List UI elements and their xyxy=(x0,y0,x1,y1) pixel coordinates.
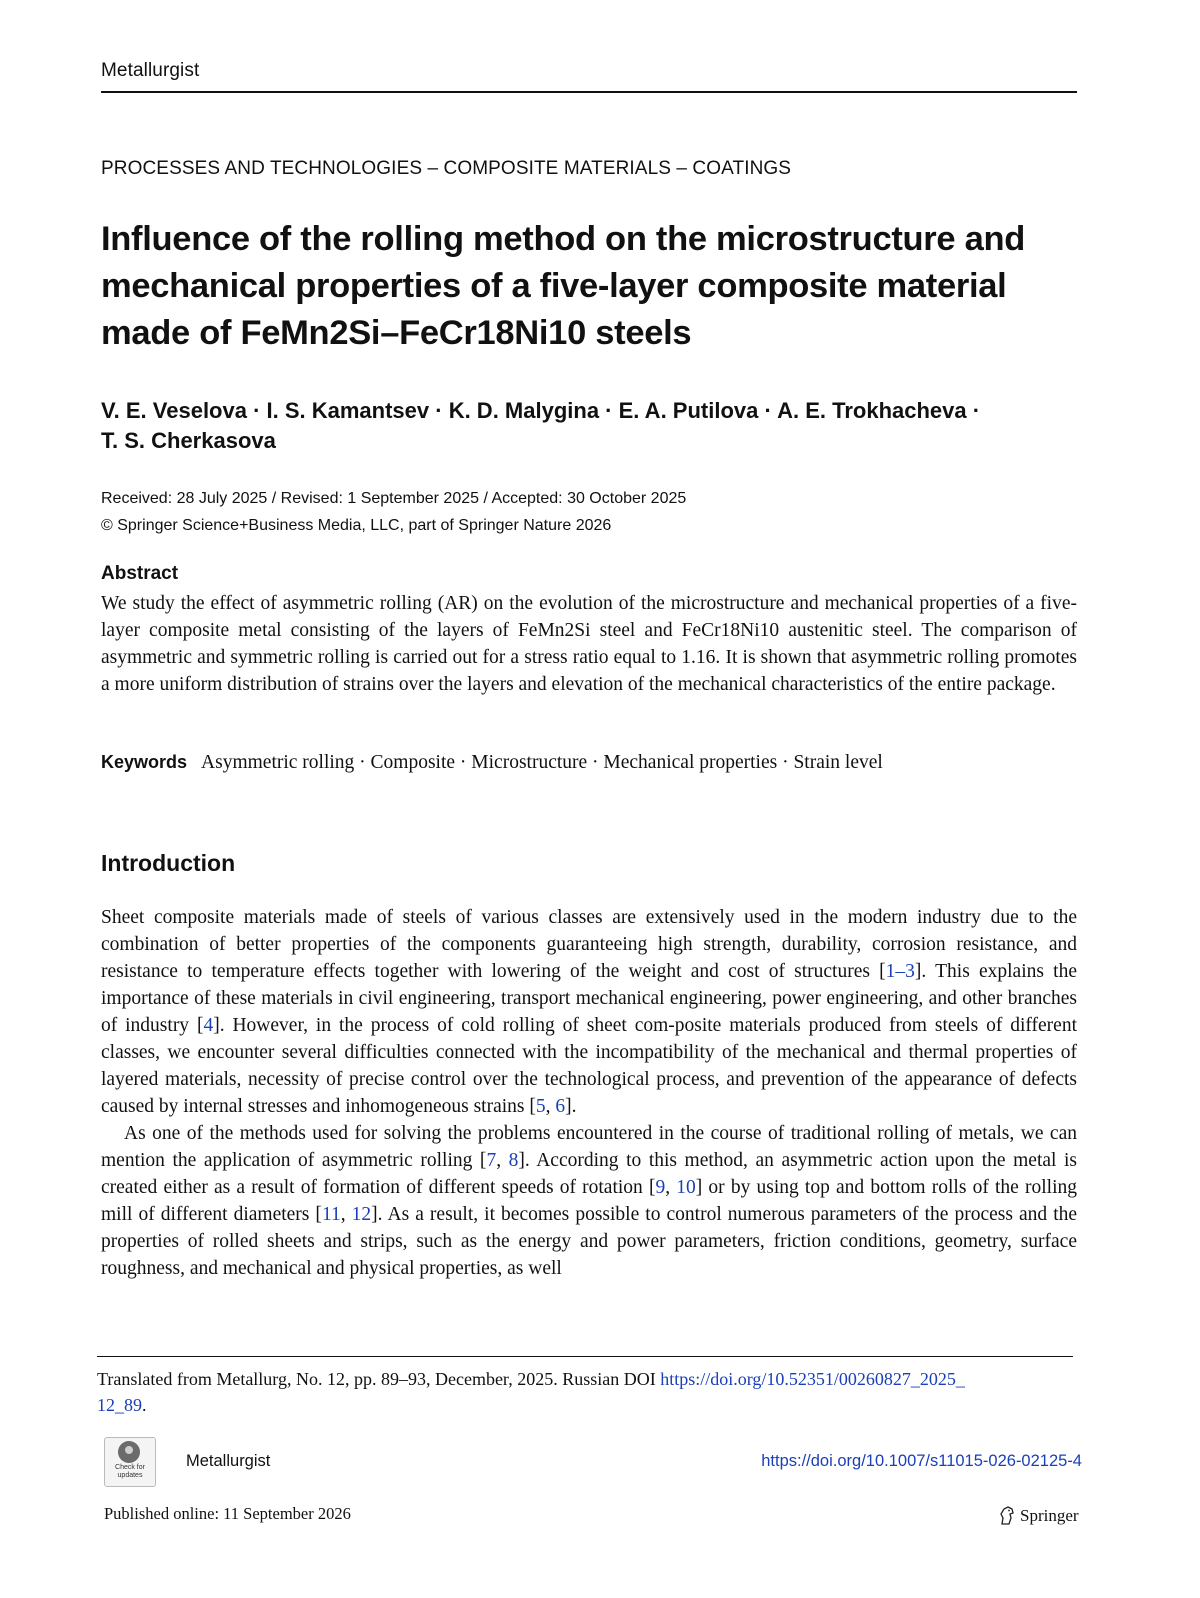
introduction-body xyxy=(101,904,1077,1282)
citation-link[interactable]: 8 xyxy=(508,1150,519,1171)
published-online-date: Published online: 11 September 2026 xyxy=(104,1504,351,1523)
citation-link[interactable]: 5 xyxy=(535,1096,546,1117)
footnote-rule xyxy=(97,1356,1073,1357)
citation-link[interactable]: 7 xyxy=(486,1150,497,1171)
text-run: ]. However, in the process of cold rolling of sheet com-posite materials produced from steels of different classes, we encounter several difficulties connected with the incompatibility of the mechanical and thermal properties of layered materials, necessity of precise control over the technological process, and prevention of the appearance of defects caused by internal stresses and inhomogeneous strains [ xyxy=(101,1015,1077,1117)
citation-link[interactable]: 6 xyxy=(555,1096,566,1117)
citation-link[interactable]: 4 xyxy=(203,1015,214,1036)
text-run: Sheet composite materials made of steels of various classes are extensively used in the modern industry due to the combination of better properties of the components guaranteeing high strength, durability, corrosion resistance, and resistance to temperature effects together with lowering of the weight and cost of structures [ xyxy=(101,907,1077,982)
abstract-text: We study the effect of asymmetric rolling (AR) on the evolution of the microstructure and mechanical properties of a five-layer composite metal consisting of the layers of FeMn2Si steel and FeCr18Ni10 austenitic steel. The comparison of asymmetric and symmetric rolling is carried out for a stress ratio equal to 1.16. It is shown that asymmetric rolling promotes a more uniform distribution of strains over the layers and elevation of the mechanical characteristics of the entire package. xyxy=(101,593,1077,695)
citation-link[interactable]: 10 xyxy=(676,1177,696,1198)
check-for-updates-badge[interactable] xyxy=(104,1437,156,1487)
article-title: Influence of the rolling method on the microstructure and mechanical properties of a five-layer composite material made of FeMn2Si–FeCr18Ni10 steels xyxy=(101,220,1026,352)
section-category: PROCESSES AND TECHNOLOGIES – COMPOSITE MATERIALS – COATINGS xyxy=(101,158,792,179)
abstract-heading: Abstract xyxy=(101,563,179,584)
keywords-block xyxy=(101,752,1081,774)
doi-part-1: https://doi.org/10.52351/00260827_2025_ xyxy=(660,1369,965,1389)
footer-journal-name: Metallurgist xyxy=(186,1452,271,1470)
text-run: As one of the methods used for solving the problems encountered in the course of traditional rolling of metals, we can mention the application of asymmetric rolling [ xyxy=(101,1123,1077,1171)
springer-horse-icon xyxy=(998,1506,1016,1526)
citation-link[interactable]: 11 xyxy=(321,1204,341,1225)
running-header xyxy=(101,60,1077,82)
text-run: ]. xyxy=(565,1096,577,1117)
citation-link[interactable]: 1–3 xyxy=(885,961,915,982)
doi-part-2: 12_89 xyxy=(97,1395,142,1415)
copyright-notice: © Springer Science+Business Media, LLC, part of Springer Nature 2026 xyxy=(101,517,612,534)
text-run: , xyxy=(665,1177,677,1198)
publisher-logo xyxy=(998,1506,1079,1526)
text-run: ]. According to this method, an asymmetric action upon the metal is created either as a result of formation of different speeds of rotation [ xyxy=(101,1150,1077,1198)
keywords-list: Asymmetric rolling · Composite · Microstructure · Mechanical properties · Strain level xyxy=(201,752,883,773)
text-run: ]. As a result, it becomes possible to control numerous parameters of the process and the properties of rolled sheets and strips, such as the energy and power parameters, friction conditions, geometry, surface roughness, and mechanical and physical properties, as well xyxy=(101,1204,1078,1279)
keywords-label: Keywords xyxy=(101,752,188,772)
intro-paragraph-2 xyxy=(101,1120,1077,1282)
text-run: , xyxy=(545,1096,556,1117)
text-run: ]. This explains the importance of these materials in civil engineering, transport mechanical engineering, power engineering, and other branches of industry [ xyxy=(101,961,1077,1036)
intro-paragraph-1 xyxy=(101,904,1077,1120)
author-line-2: T. S. Cherkasova xyxy=(101,428,276,453)
translation-footnote xyxy=(97,1366,1073,1418)
introduction-heading: Introduction xyxy=(101,850,236,876)
header-rule xyxy=(101,91,1077,93)
check-updates-icon xyxy=(118,1441,140,1463)
footnote-text: Translated from Metallurg, No. 12, pp. 89–93, December, 2025. Russian DOI xyxy=(97,1369,661,1389)
article-doi-link[interactable]: https://doi.org/10.1007/s11015-026-02125-4 xyxy=(761,1452,1082,1470)
footnote-end: . xyxy=(142,1395,147,1415)
publisher-name: Springer xyxy=(1020,1506,1079,1525)
author-list xyxy=(101,396,1081,456)
badge-line-2: updates xyxy=(117,1472,143,1479)
received-revised-accepted: Received: 28 July 2025 / Revised: 1 September 2025 / Accepted: 30 October 2025 xyxy=(101,490,687,507)
article-history xyxy=(101,485,686,539)
citation-link[interactable]: 9 xyxy=(655,1177,666,1198)
text-run: , xyxy=(340,1204,352,1225)
journal-name: Metallurgist xyxy=(101,60,200,81)
author-line-1: V. E. Veselova · I. S. Kamantsev · K. D. Malygina · E. A. Putilova · A. E. Trokhacheva · xyxy=(101,398,981,423)
badge-line-1: Check for xyxy=(115,1464,145,1471)
text-run: ] or by using top and bottom rolls of the rolling mill of different diameters [ xyxy=(101,1177,1077,1225)
badge-label xyxy=(105,1464,155,1480)
text-run: , xyxy=(496,1150,509,1171)
citation-link[interactable]: 12 xyxy=(351,1204,372,1225)
